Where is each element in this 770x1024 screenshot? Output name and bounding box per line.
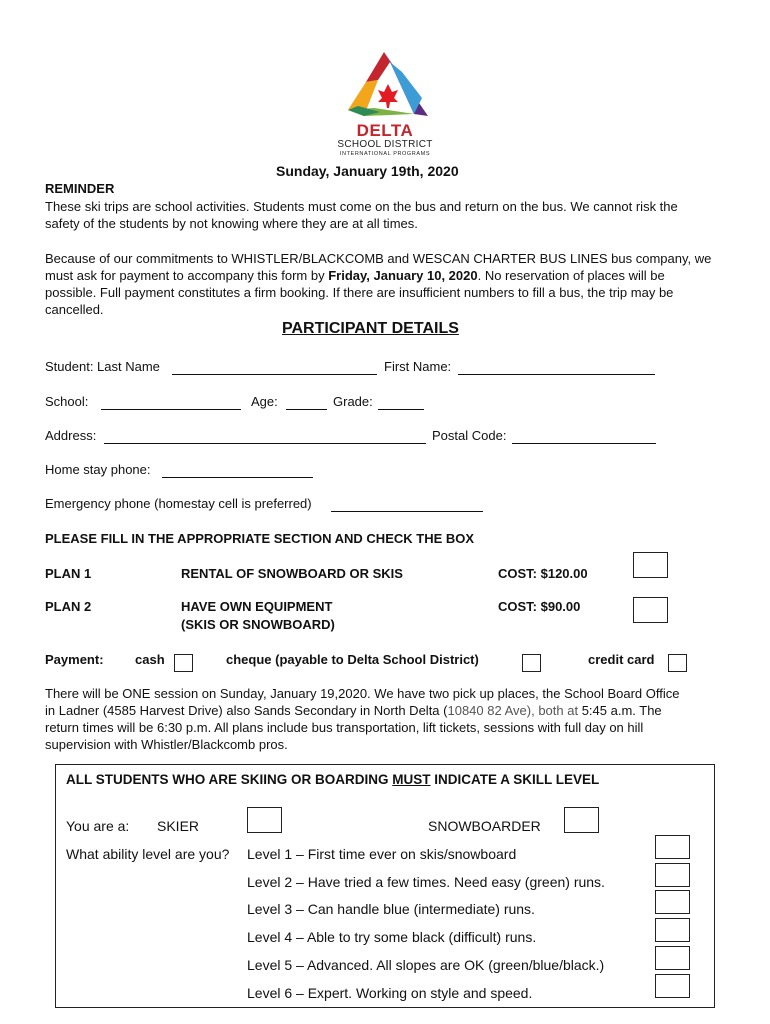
first-name-field[interactable] (458, 374, 655, 375)
level-5-checkbox[interactable] (655, 946, 690, 970)
session-line-2-a: in Ladner (4585 Harvest Drive) also Sands Secondary in North Delta ( (45, 703, 448, 718)
notice-line-3: possible. Full payment constitutes a firm booking. If there are insufficient numbers to fill a bus, the trip may be (45, 285, 674, 300)
date-heading: Sunday, January 19th, 2020 (276, 163, 459, 179)
home-stay-phone-field[interactable] (162, 477, 313, 478)
session-line-4: supervision with Whistler/Blackcomb pros. (45, 737, 288, 752)
address-field[interactable] (104, 443, 426, 444)
plan2-checkbox[interactable] (633, 597, 668, 623)
skier-checkbox[interactable] (247, 807, 282, 833)
plan2-description-2: (SKIS OR SNOWBOARD) (181, 617, 335, 632)
credit-card-label: credit card (588, 652, 655, 667)
snowboarder-checkbox[interactable] (564, 807, 599, 833)
emergency-phone-label: Emergency phone (homestay cell is preferred) (45, 496, 312, 511)
session-line-2 (45, 702, 662, 720)
skier-label: SKIER (157, 818, 200, 834)
level-3-label: Level 3 – Can handle blue (intermediate) runs. (247, 901, 535, 917)
delta-school-district-logo (344, 50, 430, 120)
ability-question: What ability level are you? (66, 846, 230, 862)
address-label: Address: (45, 428, 97, 443)
plan1-cost: COST: $120.00 (498, 566, 588, 581)
age-label: Age: (251, 394, 278, 409)
school-label: School: (45, 394, 89, 409)
plan1-description: RENTAL OF SNOWBOARD OR SKIS (181, 566, 403, 581)
level-2-checkbox[interactable] (655, 863, 690, 887)
cash-checkbox[interactable] (174, 654, 193, 672)
level-5-label: Level 5 – Advanced. All slopes are OK (green/blue/black.) (247, 957, 605, 973)
session-line-1: There will be ONE session on Sunday, January 19,2020. We have two pick up places, the School Board Office (45, 686, 680, 701)
participant-details-heading: PARTICIPANT DETAILS (282, 320, 459, 337)
plans-heading: PLEASE FILL IN THE APPROPRIATE SECTION AND CHECK THE BOX (45, 531, 475, 546)
emergency-phone-field[interactable] (331, 511, 483, 512)
plan2-label: PLAN 2 (45, 599, 92, 614)
level-4-label: Level 4 – Able to try some black (difficult) runs. (247, 929, 537, 945)
logo-name: DELTA (356, 121, 414, 140)
notice-line-2-pre: must ask for payment to accompany this form by (45, 268, 329, 283)
school-field[interactable] (101, 409, 241, 410)
level-4-checkbox[interactable] (655, 918, 690, 942)
skill-heading (66, 772, 599, 787)
skill-heading-post: INDICATE A SKILL LEVEL (430, 772, 600, 787)
logo-line1: SCHOOL DISTRICT (337, 139, 433, 150)
level-3-checkbox[interactable] (655, 890, 690, 914)
plan2-description-1: HAVE OWN EQUIPMENT (181, 599, 333, 614)
level-6-checkbox[interactable] (655, 974, 690, 998)
notice-line-2-post: . No reservation of places will be (477, 268, 665, 283)
plan1-checkbox[interactable] (633, 552, 668, 578)
home-stay-phone-label: Home stay phone: (45, 462, 151, 477)
age-field[interactable] (286, 409, 327, 410)
logo-line2: INTERNATIONAL PROGRAMS (339, 151, 431, 157)
session-line-2-c: 5:45 a.m. The (581, 703, 662, 718)
payment-label: Payment: (45, 652, 104, 667)
notice-line-4: cancelled. (45, 302, 104, 317)
notice-line-2 (45, 267, 665, 285)
snowboarder-label: SNOWBOARDER (428, 818, 541, 834)
grade-field[interactable] (378, 409, 424, 410)
reminder-line-2: safety of the students by not knowing where they are at all times. (45, 216, 418, 231)
session-line-2-b: 10840 82 Ave), both at (447, 703, 582, 718)
postal-code-field[interactable] (512, 443, 656, 444)
skill-heading-pre: ALL STUDENTS WHO ARE SKIING OR BOARDING (66, 772, 393, 787)
last-name-field[interactable] (172, 374, 377, 375)
payment-deadline: Friday, January 10, 2020 (328, 268, 478, 283)
reminder-line-1: These ski trips are school activities. Students must come on the bus and return on the bus. We cannot risk the (45, 199, 678, 214)
cheque-label: cheque (payable to Delta School District) (226, 652, 479, 667)
grade-label: Grade: (333, 394, 373, 409)
notice-line-1: Because of our commitments to WHISTLER/BLACKCOMB and WESCAN CHARTER BUS LINES bus company, we (45, 251, 712, 266)
plan2-cost: COST: $90.00 (498, 599, 581, 614)
triangle-maple-leaf-icon (344, 50, 430, 120)
first-name-label: First Name: (384, 359, 452, 374)
level-1-checkbox[interactable] (655, 835, 690, 859)
you-are-label: You are a: (66, 818, 130, 834)
postal-code-label: Postal Code: (432, 428, 507, 443)
credit-card-checkbox[interactable] (668, 654, 687, 672)
session-line-3: return times will be 6:30 p.m. All plans include bus transportation, lift tickets, sessions with full day on hill (45, 720, 644, 735)
level-1-label: Level 1 – First time ever on skis/snowboard (247, 846, 517, 862)
reminder-heading: REMINDER (45, 181, 115, 196)
plan1-label: PLAN 1 (45, 566, 92, 581)
last-name-label: Student: Last Name (45, 359, 160, 374)
level-6-label: Level 6 – Expert. Working on style and speed. (247, 985, 533, 1001)
level-2-label: Level 2 – Have tried a few times. Need easy (green) runs. (247, 874, 605, 890)
cheque-checkbox[interactable] (522, 654, 541, 672)
cash-label: cash (135, 652, 165, 667)
skill-heading-must: MUST (392, 772, 431, 787)
